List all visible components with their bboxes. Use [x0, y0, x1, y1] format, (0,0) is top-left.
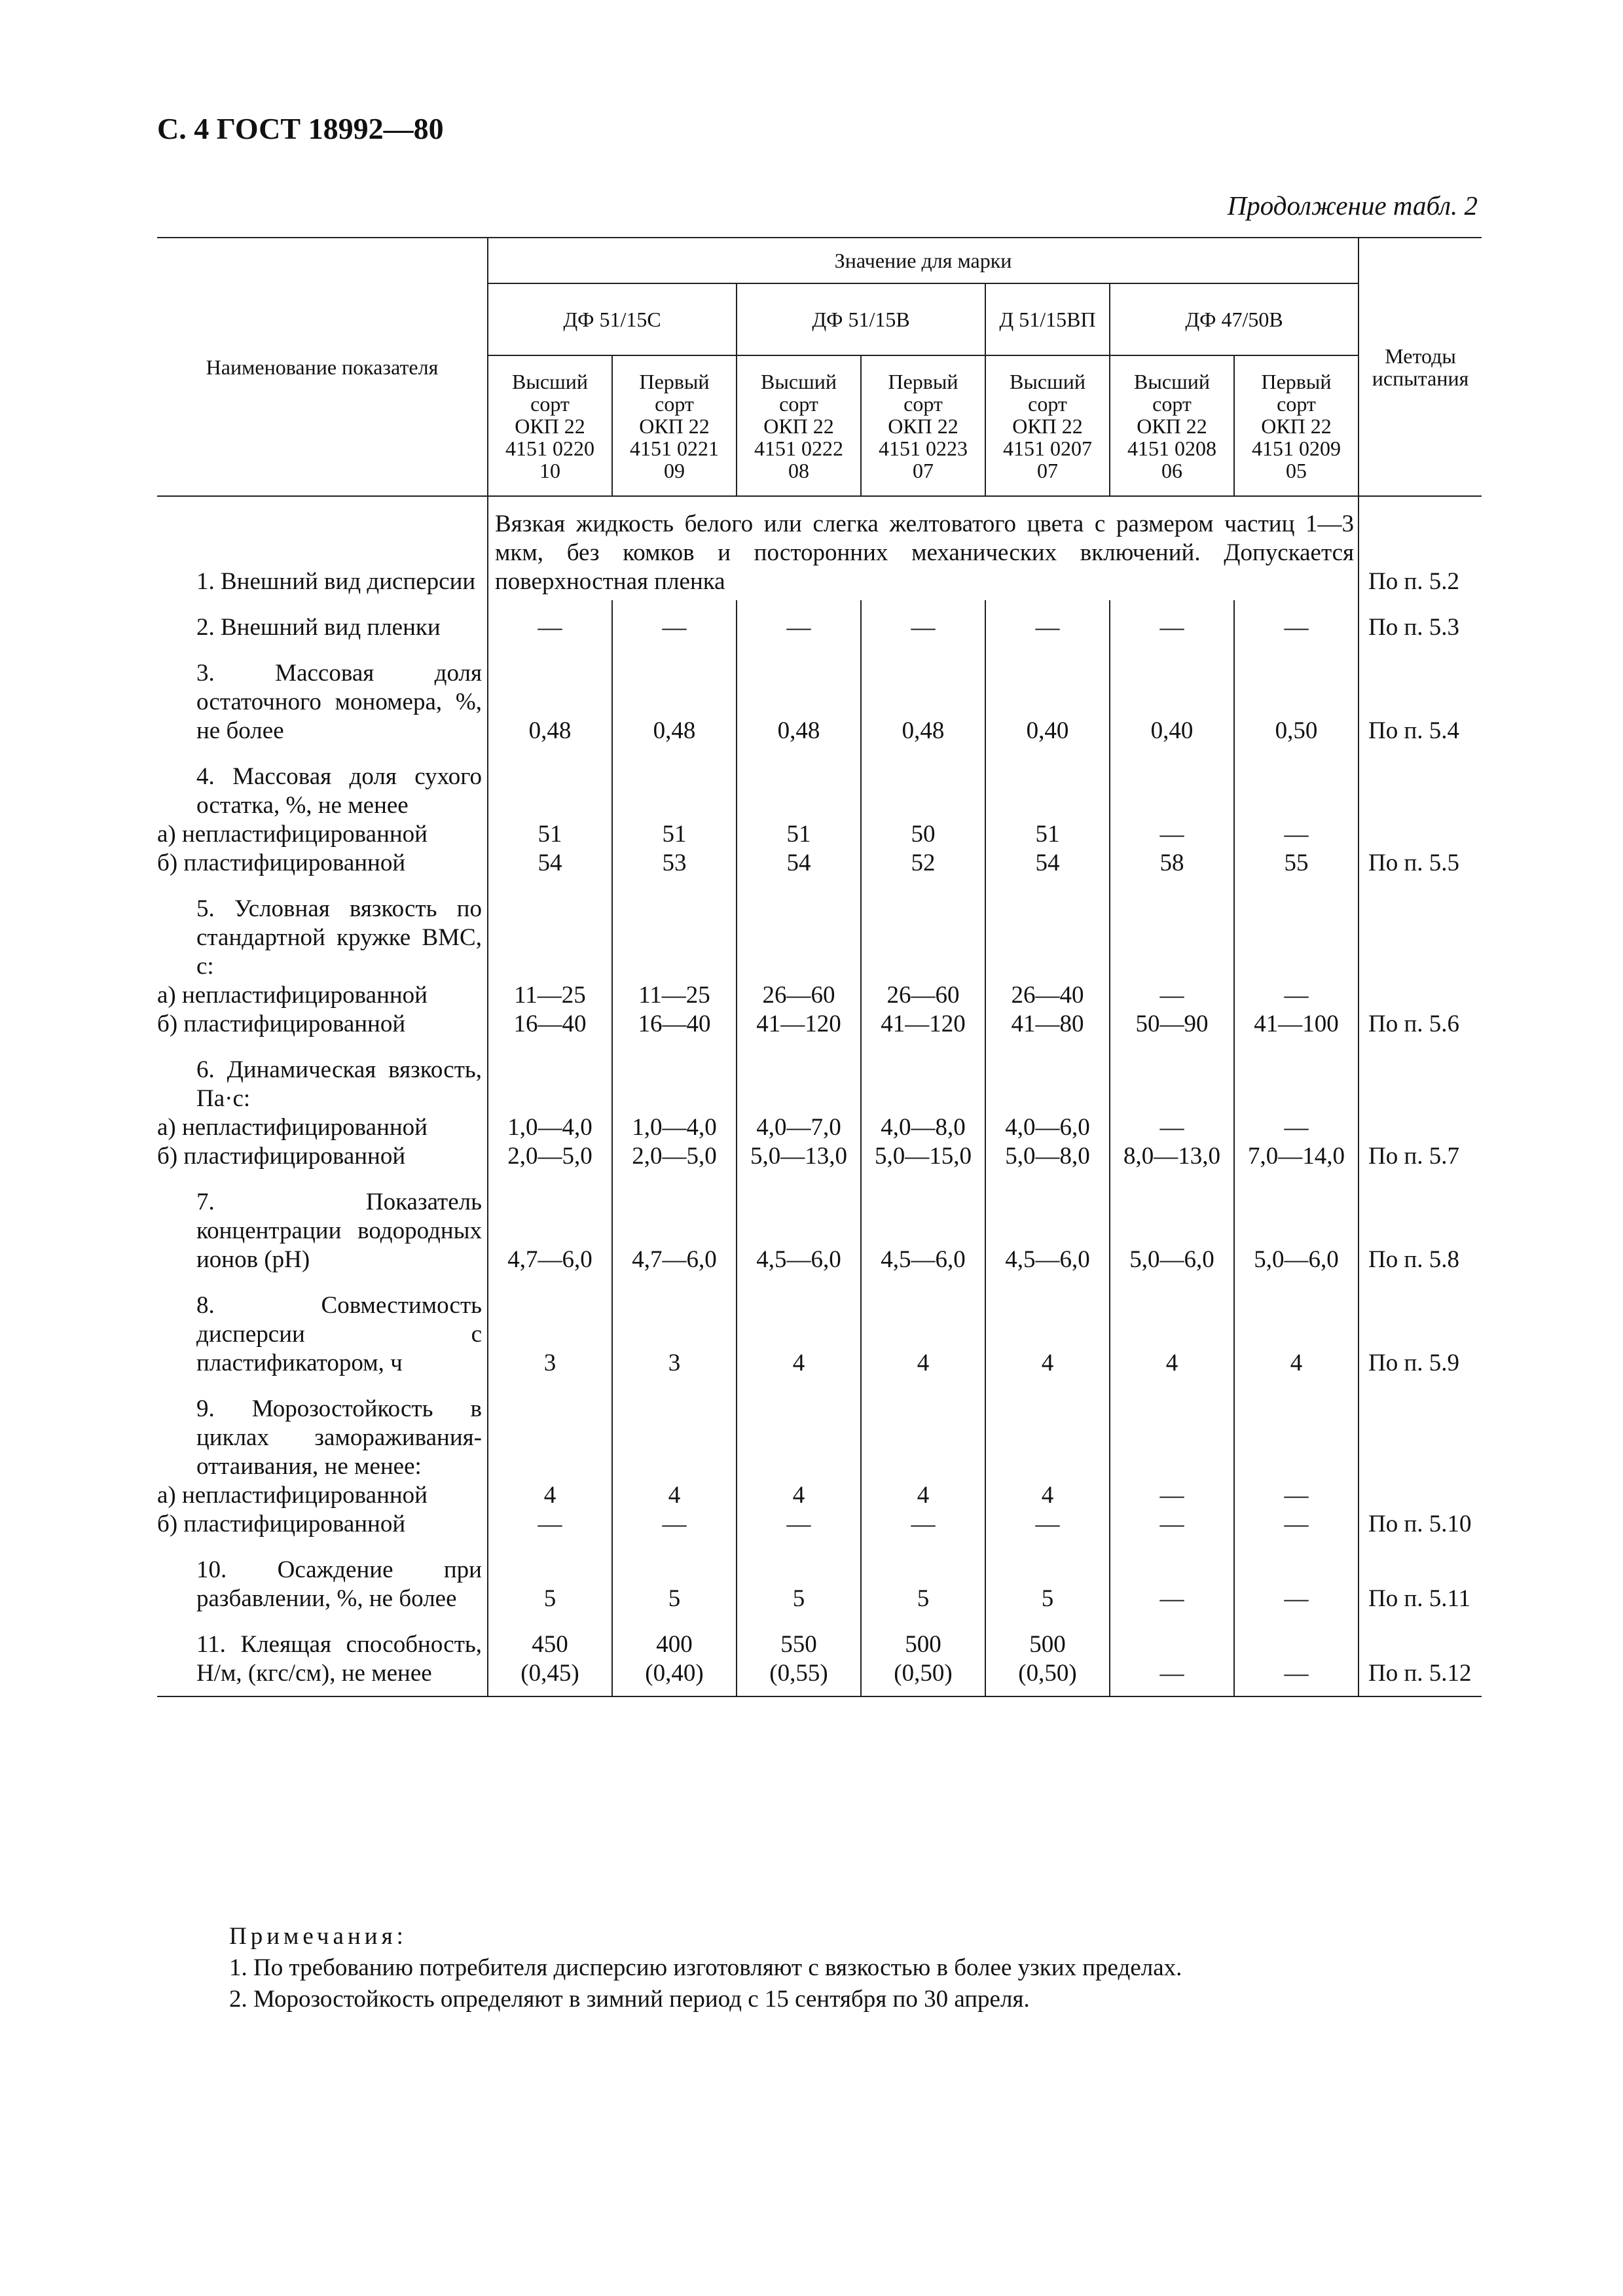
value-cell: [612, 646, 737, 749]
table-row: [157, 600, 1482, 646]
value-line: —: [1159, 821, 1184, 848]
value-line: 52: [911, 850, 936, 876]
value-line: —: [1159, 1114, 1184, 1141]
value-line: 4,0—8,0: [881, 1114, 966, 1141]
value-line: 54: [1035, 850, 1060, 876]
value-cell: [1110, 1043, 1234, 1175]
indicator-name: [157, 749, 488, 882]
value-line: 4: [1165, 1350, 1178, 1376]
sort-header-line: Первый: [888, 369, 958, 393]
value-line: 0,48: [653, 717, 696, 744]
value-cell: [1110, 1543, 1234, 1617]
value-line: 41—120: [756, 1011, 841, 1037]
value-line: 8,0—13,0: [1123, 1143, 1220, 1170]
value-cell: [612, 1382, 737, 1543]
value-line: 41—80: [1011, 1011, 1084, 1037]
sort-header-line: 4151 0220: [505, 436, 594, 460]
value-line: 50: [911, 821, 936, 848]
value-cell: [488, 749, 612, 882]
indicator-name-line: б) пластифицированной: [157, 1011, 406, 1037]
value-cell: [985, 1617, 1110, 1696]
value-cell: [1234, 749, 1359, 882]
value-cell: [861, 1175, 985, 1278]
value-line: —: [1159, 1482, 1184, 1509]
sort-header: [612, 355, 737, 496]
value-line: 5: [917, 1585, 930, 1612]
test-method: По п. 5.6: [1359, 882, 1482, 1043]
value-line: 4,7—6,0: [632, 1246, 717, 1273]
value-cell: [985, 882, 1110, 1043]
value-cell: [612, 1617, 737, 1696]
sort-header-line: сорт: [903, 391, 943, 416]
indicator-name-line: 10. Осаждение при разбавлении, %, не более: [196, 1556, 482, 1612]
value-line: —: [911, 1511, 936, 1537]
value-cell: [612, 749, 737, 882]
value-line: 26—40: [1011, 982, 1084, 1009]
value-cell: [737, 1543, 861, 1617]
value-cell: [985, 1043, 1110, 1175]
test-method: По п. 5.3: [1359, 600, 1482, 646]
sort-header-line: 07: [1037, 458, 1058, 482]
value-line: —: [1284, 982, 1309, 1009]
mark-header: ДФ 47/50В: [1110, 283, 1359, 355]
value-line: 4: [917, 1350, 930, 1376]
value-cell: [1110, 1617, 1234, 1696]
value-cell: [488, 882, 612, 1043]
sort-header-line: Высший: [1134, 369, 1210, 393]
value-line: 26—60: [762, 982, 835, 1009]
sort-header-line: Высший: [512, 369, 588, 393]
note-item: 2. Морозостойкость определяют в зимний период с 15 сентября по 30 апреля.: [229, 1986, 1030, 2013]
sort-header-line: 4151 0223: [879, 436, 968, 460]
value-cell: [737, 1617, 861, 1696]
value-line: —: [1035, 614, 1060, 641]
value-line: —: [1159, 1511, 1184, 1537]
value-line: —: [1284, 1585, 1309, 1612]
value-line: 51: [786, 821, 811, 848]
value-line: —: [1284, 614, 1309, 641]
test-method: По п. 5.10: [1359, 1382, 1482, 1543]
value-line: 3: [543, 1350, 556, 1376]
sort-header: [1110, 355, 1234, 496]
sort-header: [488, 355, 612, 496]
sort-header: [985, 355, 1110, 496]
value-line: 11—25: [638, 982, 710, 1009]
value-cell: [737, 882, 861, 1043]
value-line: —: [1284, 1482, 1309, 1509]
table-continuation-label: Продолжение табл. 2: [1227, 190, 1478, 221]
value-line: 41—120: [881, 1011, 966, 1037]
value-line: 5: [543, 1585, 556, 1612]
value-line: 4: [1041, 1350, 1054, 1376]
value-line: 55: [1284, 850, 1309, 876]
value-line: 54: [538, 850, 562, 876]
value-line: 53: [662, 850, 687, 876]
indicator-name-line: б) пластифицированной: [157, 1143, 406, 1170]
table-row: [157, 1617, 1482, 1696]
value-cell: [488, 1382, 612, 1543]
value-line: 51: [538, 821, 562, 848]
sort-header-line: 4151 0222: [754, 436, 843, 460]
merged-description: Вязкая жидкость белого или слегка желтоватого цвета с размером частиц 1—3 мкм, без комков и посторонних механических включений. Допускается поверхностная пленка: [488, 496, 1359, 600]
value-cell: [1234, 1543, 1359, 1617]
test-method: По п. 5.9: [1359, 1278, 1482, 1382]
value-line: 51: [662, 821, 687, 848]
value-line: 4: [792, 1350, 805, 1376]
value-line: 500: [905, 1631, 941, 1658]
indicator-name-line: 9. Морозостойкость в циклах замораживания-оттаивания, не менее:: [196, 1395, 482, 1480]
sort-header-line: Высший: [1010, 369, 1085, 393]
value-cell: [1110, 646, 1234, 749]
indicator-name-line: б) пластифицированной: [157, 850, 406, 876]
value-cell: [1234, 600, 1359, 646]
sort-header-line: Высший: [761, 369, 837, 393]
sort-header: [737, 355, 861, 496]
value-line: —: [1159, 1585, 1184, 1612]
table-row: [157, 1382, 1482, 1543]
value-cell: [737, 1278, 861, 1382]
value-line: 26—60: [886, 982, 960, 1009]
indicator-name: [157, 1543, 488, 1617]
value-cell: [488, 1617, 612, 1696]
indicator-name-line: а) непластифицированной: [157, 982, 428, 1009]
value-line: 1,0—4,0: [632, 1114, 717, 1141]
note-item: 1. По требованию потребителя дисперсию изготовляют с вязкостью в более узких пределах.: [229, 1954, 1182, 1981]
value-cell: [1110, 749, 1234, 882]
value-cell: [985, 646, 1110, 749]
value-cell: [1234, 646, 1359, 749]
value-line: (0,50): [894, 1660, 953, 1687]
value-cell: [861, 749, 985, 882]
value-cell: [985, 749, 1110, 882]
value-cell: [737, 1382, 861, 1543]
value-line: 5,0—13,0: [750, 1143, 847, 1170]
sort-header-line: ОКП 22: [888, 414, 958, 438]
value-cell: [488, 1175, 612, 1278]
sort-header-line: ОКП 22: [1137, 414, 1207, 438]
value-cell: [1234, 1278, 1359, 1382]
table-row: [157, 496, 1482, 600]
sort-header-line: Первый: [1261, 369, 1332, 393]
value-cell: [985, 1278, 1110, 1382]
sort-header-line: ОКП 22: [1261, 414, 1332, 438]
value-line: 58: [1159, 850, 1184, 876]
sort-header-line: сорт: [530, 391, 570, 416]
table-row: [157, 1043, 1482, 1175]
value-line: 5: [792, 1585, 805, 1612]
value-cell: [861, 882, 985, 1043]
table-row: [157, 749, 1482, 882]
indicator-name-line: 4. Массовая доля сухого остатка, %, не менее: [196, 763, 482, 819]
value-line: 500: [1029, 1631, 1066, 1658]
value-line: 0,48: [528, 717, 572, 744]
test-method: По п. 5.12: [1359, 1617, 1482, 1696]
mark-header: ДФ 51/15В: [737, 283, 985, 355]
notes: [229, 1921, 1408, 2015]
value-line: 2,0—5,0: [507, 1143, 593, 1170]
value-line: —: [1284, 1114, 1309, 1141]
table-row: [157, 882, 1482, 1043]
value-cell: [985, 600, 1110, 646]
indicator-name-line: а) непластифицированной: [157, 1482, 428, 1509]
test-method: По п. 5.4: [1359, 646, 1482, 749]
indicator-name-line: 8. Совместимость дисперсии с пластификатором, ч: [196, 1292, 482, 1376]
value-line: —: [1284, 1660, 1309, 1687]
value-line: —: [786, 614, 811, 641]
value-header: Значение для марки: [488, 238, 1359, 283]
value-line: 0,48: [777, 717, 820, 744]
value-line: 4,0—6,0: [1005, 1114, 1090, 1141]
indicator-name: [157, 1175, 488, 1278]
value-cell: [488, 1543, 612, 1617]
value-line: 16—40: [638, 1011, 711, 1037]
value-line: 4,7—6,0: [507, 1246, 593, 1273]
value-line: 4,5—6,0: [881, 1246, 966, 1273]
value-line: 16—40: [513, 1011, 587, 1037]
value-line: (0,50): [1018, 1660, 1077, 1687]
indicator-name-line: 2. Внешний вид пленки: [196, 614, 441, 641]
value-line: 3: [668, 1350, 681, 1376]
indicator-name-line: 5. Условная вязкость по стандартной кружке ВМС, с:: [196, 895, 482, 980]
value-line: 4,5—6,0: [756, 1246, 841, 1273]
indicator-name: [157, 1382, 488, 1543]
value-line: 50—90: [1135, 1011, 1209, 1037]
value-line: 4: [543, 1482, 556, 1509]
value-cell: [985, 1175, 1110, 1278]
value-cell: [861, 1543, 985, 1617]
table-row: [157, 1278, 1482, 1382]
value-cell: [1110, 1278, 1234, 1382]
test-method: По п. 5.2: [1359, 496, 1482, 600]
value-line: (0,40): [645, 1660, 704, 1687]
value-line: 5,0—15,0: [875, 1143, 972, 1170]
value-line: 4,0—7,0: [756, 1114, 841, 1141]
value-cell: [1234, 1382, 1359, 1543]
value-cell: [1234, 1617, 1359, 1696]
value-cell: [488, 1043, 612, 1175]
value-line: 5: [668, 1585, 681, 1612]
value-line: —: [911, 614, 936, 641]
sort-header-line: сорт: [1152, 391, 1192, 416]
sort-header-line: ОКП 22: [1012, 414, 1083, 438]
value-cell: [612, 1543, 737, 1617]
value-line: 4: [917, 1482, 930, 1509]
value-line: 11—25: [514, 982, 586, 1009]
value-line: 4,5—6,0: [1005, 1246, 1090, 1273]
value-cell: [861, 1382, 985, 1543]
indicator-name-line: 11. Клеящая способность, Н/м, (кгс/см), не менее: [196, 1631, 482, 1687]
sort-header-line: ОКП 22: [639, 414, 710, 438]
sort-header-line: Первый: [639, 369, 710, 393]
sort-header-line: сорт: [1277, 391, 1316, 416]
value-line: 4: [668, 1482, 681, 1509]
indicator-name-line: б) пластифицированной: [157, 1511, 406, 1537]
value-cell: [488, 646, 612, 749]
sort-header-line: сорт: [779, 391, 818, 416]
value-line: 7,0—14,0: [1248, 1143, 1345, 1170]
value-cell: [861, 1043, 985, 1175]
value-line: —: [1284, 1511, 1309, 1537]
sort-header-line: 06: [1161, 458, 1182, 482]
sort-header: [1234, 355, 1359, 496]
value-line: 0,40: [1150, 717, 1194, 744]
test-method: По п. 5.7: [1359, 1043, 1482, 1175]
value-line: —: [1159, 1660, 1184, 1687]
page-header: С. 4 ГОСТ 18992—80: [157, 112, 444, 145]
sort-header-line: ОКП 22: [763, 414, 834, 438]
value-line: —: [1035, 1511, 1060, 1537]
indicator-name: [157, 646, 488, 749]
value-line: 550: [780, 1631, 817, 1658]
indicator-name-line: 3. Массовая доля остаточного мономера, %, не более: [196, 660, 482, 744]
value-line: 41—100: [1254, 1011, 1339, 1037]
table-row: [157, 1543, 1482, 1617]
value-line: —: [662, 1511, 687, 1537]
indicator-name: [157, 1278, 488, 1382]
value-cell: [488, 600, 612, 646]
value-cell: [1110, 600, 1234, 646]
value-cell: [985, 1382, 1110, 1543]
test-method: По п. 5.5: [1359, 749, 1482, 882]
sort-header-line: 4151 0208: [1127, 436, 1216, 460]
sort-header: [861, 355, 985, 496]
properties-table: [157, 237, 1482, 1697]
indicator-name-line: а) непластифицированной: [157, 1114, 428, 1141]
value-line: 400: [656, 1631, 693, 1658]
value-cell: [488, 1278, 612, 1382]
value-cell: [985, 1543, 1110, 1617]
value-line: 4: [792, 1482, 805, 1509]
table-row: [157, 646, 1482, 749]
value-line: 450: [532, 1631, 568, 1658]
value-line: 4: [1041, 1482, 1054, 1509]
sort-header-line: 05: [1286, 458, 1307, 482]
value-cell: [1234, 1043, 1359, 1175]
test-method: По п. 5.11: [1359, 1543, 1482, 1617]
sort-header-line: сорт: [655, 391, 694, 416]
indicator-name: [157, 1043, 488, 1175]
value-cell: [612, 882, 737, 1043]
value-cell: [1234, 882, 1359, 1043]
value-cell: [737, 646, 861, 749]
value-cell: [861, 646, 985, 749]
value-line: 54: [786, 850, 811, 876]
value-line: —: [786, 1511, 811, 1537]
indicator-name: [157, 496, 488, 600]
value-line: —: [1284, 821, 1309, 848]
sort-header-line: 4151 0207: [1003, 436, 1092, 460]
value-line: 2,0—5,0: [632, 1143, 717, 1170]
sort-header-line: ОКП 22: [515, 414, 585, 438]
value-cell: [737, 600, 861, 646]
sort-header-line: 09: [664, 458, 685, 482]
value-line: 0,40: [1026, 717, 1069, 744]
sort-header-line: 07: [913, 458, 934, 482]
indicator-column-header: Наименование показателя: [157, 238, 488, 496]
value-cell: [612, 1278, 737, 1382]
mark-header: Д 51/15ВП: [985, 283, 1110, 355]
value-line: —: [662, 614, 687, 641]
value-cell: [612, 1175, 737, 1278]
sort-header-line: 4151 0221: [630, 436, 719, 460]
value-cell: [737, 1175, 861, 1278]
indicator-name-line: 7. Показатель концентрации водородных ионов (рН): [196, 1189, 482, 1273]
mark-header: ДФ 51/15С: [488, 283, 737, 355]
value-cell: [737, 1043, 861, 1175]
value-cell: [861, 600, 985, 646]
value-cell: [612, 600, 737, 646]
value-line: 1,0—4,0: [507, 1114, 593, 1141]
test-method: По п. 5.8: [1359, 1175, 1482, 1278]
value-cell: [1110, 1175, 1234, 1278]
sort-header-line: сорт: [1028, 391, 1067, 416]
table-row: [157, 1175, 1482, 1278]
value-cell: [612, 1043, 737, 1175]
value-cell: [1234, 1175, 1359, 1278]
indicator-name: [157, 1617, 488, 1696]
value-cell: [861, 1278, 985, 1382]
value-line: 5: [1041, 1585, 1054, 1612]
sort-header-line: 4151 0209: [1252, 436, 1341, 460]
value-line: —: [1159, 614, 1184, 641]
notes-title: Примечания:: [229, 1923, 407, 1950]
value-cell: [1110, 1382, 1234, 1543]
value-cell: [737, 749, 861, 882]
sort-header-line: 08: [788, 458, 809, 482]
value-line: 51: [1035, 821, 1060, 848]
value-line: (0,55): [769, 1660, 828, 1687]
methods-column-header: Методы испытания: [1359, 238, 1482, 496]
indicator-name: [157, 600, 488, 646]
value-line: 5,0—8,0: [1005, 1143, 1090, 1170]
indicator-name: [157, 882, 488, 1043]
value-line: 4: [1290, 1350, 1303, 1376]
indicator-name-line: 1. Внешний вид дисперсии: [196, 568, 476, 595]
value-line: —: [538, 1511, 562, 1537]
value-cell: [861, 1617, 985, 1696]
value-cell: [1110, 882, 1234, 1043]
indicator-name-line: 6. Динамическая вязкость, Па·с:: [196, 1056, 482, 1112]
indicator-name-line: а) непластифицированной: [157, 821, 428, 848]
value-line: 5,0—6,0: [1254, 1246, 1339, 1273]
value-line: 0,50: [1275, 717, 1318, 744]
value-line: (0,45): [520, 1660, 579, 1687]
value-line: 0,48: [902, 717, 945, 744]
value-line: —: [1159, 982, 1184, 1009]
value-line: 5,0—6,0: [1129, 1246, 1214, 1273]
sort-header-line: 10: [539, 458, 560, 482]
value-line: —: [538, 614, 562, 641]
